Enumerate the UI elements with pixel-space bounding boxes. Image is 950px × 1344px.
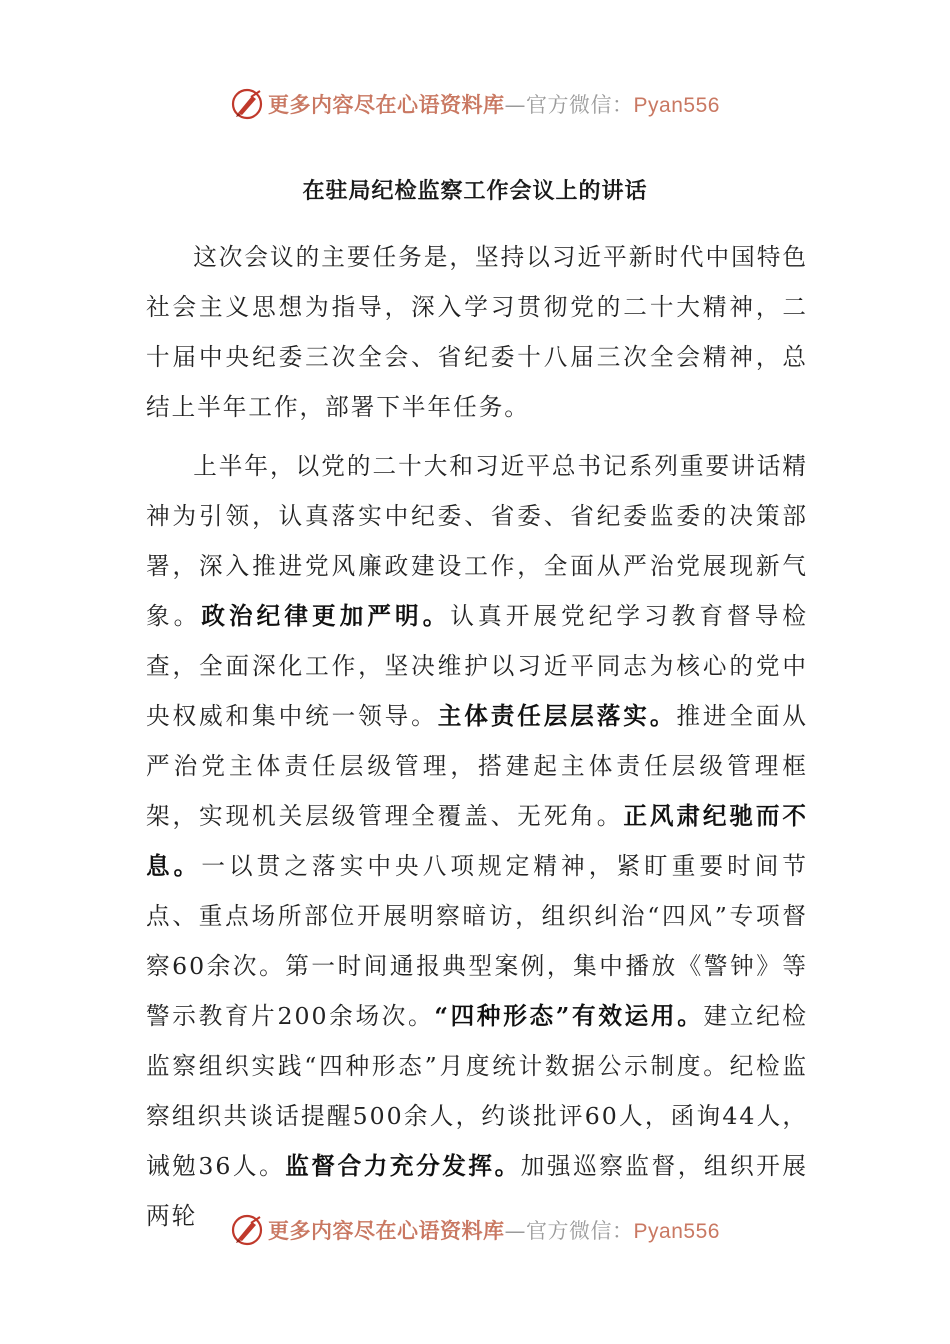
watermark-footer xyxy=(0,1210,950,1250)
quill-seal-icon xyxy=(230,1213,264,1247)
heading-discipline-rectification: 正风肃纪驰而不息。 xyxy=(146,802,809,880)
watermark-text: 更多内容尽在心语资料库—官方微信：Pyan556 xyxy=(268,93,720,117)
document-title: 在驻局纪检监察工作会议上的讲话 xyxy=(302,179,648,204)
watermark-text: 更多内容尽在心语资料库—官方微信：Pyan556 xyxy=(268,1219,720,1243)
document-body xyxy=(146,232,808,1241)
heading-supervision-synergy: 监督合力充分发挥。 xyxy=(285,1152,521,1180)
watermark-header xyxy=(0,84,950,124)
heading-main-responsibility: 主体责任层层落实。 xyxy=(437,702,677,730)
paragraph-2: 上半年，以党的二十大和习近平总书记系列重要讲话精神为引领，认真落实中纪委、省委、省纪委监委的决策部署，深入推进党风廉政建设工作，全面从严治党展现新气象。政治纪律更加严明。认真开展党纪学习教育督导检查，全面深化工作，坚决维护以习近平同志为核心的党中央权威和集中统一领导。主体责任层层落实。推进全面从严治党主体责任层级管理，搭建起主体责任层级管理框架，实现机关层级管理全覆盖、无死角。正风肃纪驰而不息。一以贯之落实中央八项规定精神，紧盯重要时间节点、重点场所部位开展明察暗访，组织纠治“四风”专项督察60余次。第一时间通报典型案例，集中播放《警钟》等警示教育片200余场次。“四种形态”有效运用。建立纪检监察组织实践“四种形态”月度统计数据公示制度。纪检监察组织共谈话提醒500余人，约谈批评60人，函询44人，诫勉36人。监督合力充分发挥。加强巡察监督，组织开展两轮 xyxy=(146,452,809,1230)
paragraph-1: 这次会议的主要任务是，坚持以习近平新时代中国特色社会主义思想为指导，深入学习贯彻党的二十大精神，二十届中央纪委三次全会、省纪委十八届三次全会精神，总结上半年工作，部署下半年任务。 xyxy=(146,243,808,421)
heading-four-forms: “四种形态”有效运用。 xyxy=(434,1002,704,1030)
heading-political-discipline: 政治纪律更加严明。 xyxy=(201,602,451,630)
quill-seal-icon xyxy=(230,87,264,121)
